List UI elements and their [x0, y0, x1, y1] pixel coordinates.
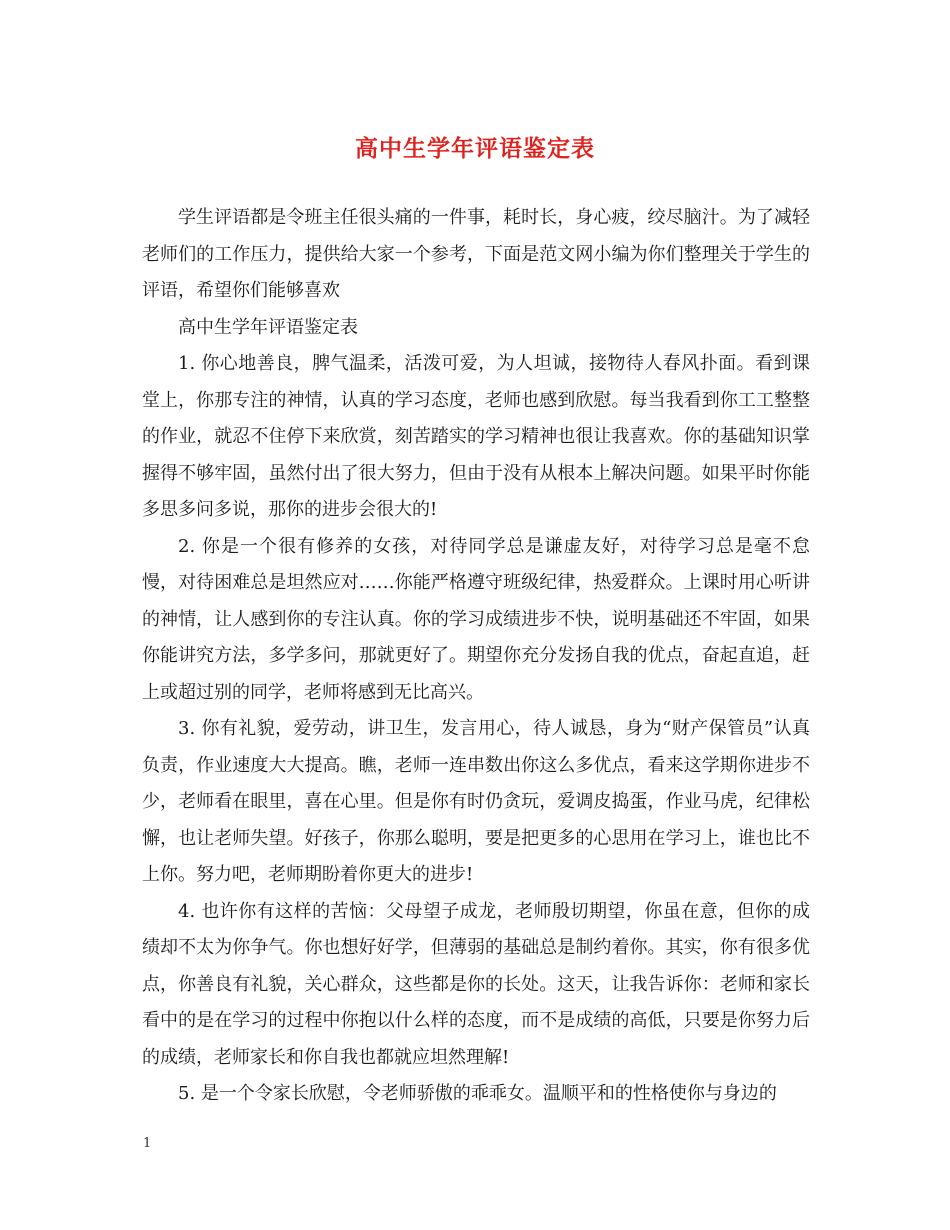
document-title: 高中生学年评语鉴定表	[355, 135, 595, 162]
comment-paragraph-2: 2. 你是一个很有修养的女孩，对待同学总是谦虚友好，对待学习总是毫不怠慢，对待困难总是坦然应对……你能严格遵守班级纪律，热爱群众。上课时用心听讲的神情，让人感到你的专注认真。你的学习成绩进步不快，说明基础还不牢固，如果你能讲究方法，多学多问，那就更好了。期望你充分发扬自我的优点，奋起直追，赶上或超过别的同学，老师将感到无比高兴。	[142, 535, 810, 703]
section-heading: 高中生学年评语鉴定表	[178, 316, 358, 338]
comment-paragraph-4: 4. 也许你有这样的苦恼：父母望子成龙，老师殷切期望，你虽在意，但你的成绩却不太为你争气。你也想好好学，但薄弱的基础总是制约着你。其实，你有很多优点，你善良有礼貌，关心群众，这些都是你的长处。这天，让我告诉你：老师和家长看中的是在学习的过程中你抱以什么样的态度，而不是成绩的高低，只要是你努力后的成绩，老师家长和你自我也都就应坦然理解!	[142, 900, 810, 1068]
comment-paragraph-3: 3. 你有礼貌，爱劳动，讲卫生，发言用心，待人诚恳，身为“财产保管员”认真负责，作业速度大大提高。瞧，老师一连串数出你这么多优点，看来这学期你进步不少，老师看在眼里，喜在心里。但是你有时仍贪玩，爱调皮捣蛋，作业马虎，纪律松懈，也让老师失望。好孩子，你那么聪明，要是把更多的心思用在学习上，谁也比不上你。努力吧，老师期盼着你更大的进步!	[142, 718, 810, 885]
intro-paragraph: 学生评语都是令班主任很头痛的一件事，耗时长，身心疲，绞尽脑汁。为了减轻老师们的工作压力，提供给大家一个参考，下面是范文网小编为你们整理关于学生的评语，希望你们能够喜欢	[142, 207, 810, 301]
page-number: 1	[143, 1136, 152, 1151]
document-body	[142, 200, 810, 1113]
comment-paragraph-5: 5. 是一个令家长欣慰，令老师骄傲的乖乖女。温顺平和的性格使你与身边的	[178, 1083, 777, 1104]
comment-paragraph-1: 1. 你心地善良，脾气温柔，活泼可爱，为人坦诚，接物待人春风扑面。看到课堂上，你那专注的神情，认真的学习态度，老师也感到欣慰。每当我看到你工工整整的作业，就忍不住停下来欣赏，刻苦踏实的学习精神也很让我喜欢。你的基础知识掌握得不够牢固，虽然付出了很大努力，但由于没有从根本上解决问题。如果平时你能多思多问多说，那你的进步会很大的!	[142, 353, 810, 520]
